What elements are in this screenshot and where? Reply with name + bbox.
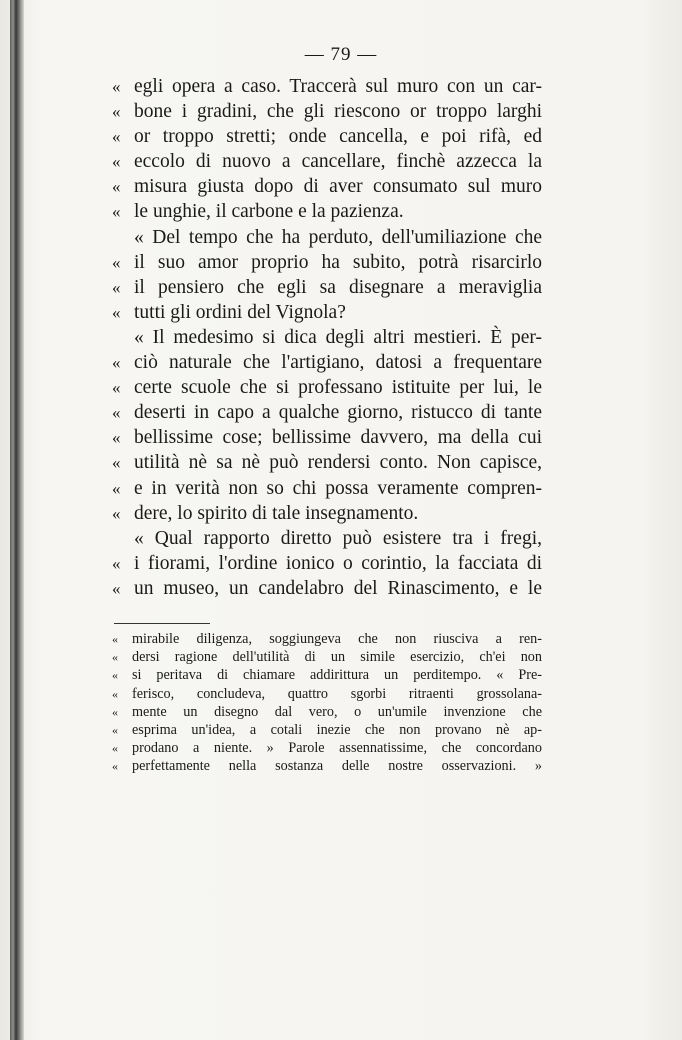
line-text: dere, lo spirito di tale insegnamento. [134, 502, 419, 524]
quote-mark: « [112, 650, 118, 665]
footnote-line [112, 757, 542, 775]
quote-mark: « [112, 302, 121, 322]
footnote-rule [114, 623, 210, 624]
footnote-text: perfettamente nella sostanza delle nostre osservazioni. » [132, 758, 542, 775]
quote-mark: « [112, 102, 121, 122]
line-text: e in verità non so chi possa veramente compren- [134, 477, 542, 499]
footnote-line [112, 703, 542, 721]
line-text: deserti in capo a qualche giorno, ristucco di tante [134, 402, 542, 424]
text-line [112, 476, 542, 501]
text-line [112, 174, 542, 199]
text-line [112, 325, 542, 350]
text-line [112, 74, 542, 99]
line-text: il pensiero che egli sa disegnare a meraviglia [134, 276, 542, 298]
footnote-line [112, 685, 542, 703]
quote-mark: « [112, 741, 118, 756]
line-text: i fiorami, l'ordine ionico o corintio, la facciata di [134, 552, 542, 574]
line-text: eccolo di nuovo a cancellare, finchè azzecca la [134, 151, 542, 173]
footnote-line [112, 666, 542, 684]
line-text: ciò naturale che l'artigiano, datosi a frequentare [134, 352, 542, 374]
quote-mark: « [112, 77, 121, 96]
line-text: bone i gradini, che gli riescono or troppo larghi [134, 101, 542, 123]
text-line [112, 551, 542, 576]
quote-mark: « [112, 722, 118, 737]
text-line [112, 450, 542, 475]
text-line [112, 124, 542, 149]
quote-mark: « [112, 704, 118, 719]
quote-mark: « [112, 578, 121, 598]
quote-mark: « [112, 252, 121, 272]
line-text: egli opera a caso. Traccerà sul muro con un car- [134, 76, 542, 97]
line-text: le unghie, il carbone e la pazienza. [134, 201, 404, 223]
footnote-line [112, 739, 542, 757]
footnote-text: mente un disegno dal vero, o un'umile invenzione che [132, 703, 542, 720]
text-line [112, 225, 542, 250]
text-line [112, 350, 542, 375]
line-text: misura giusta dopo di aver consumato sul muro [134, 176, 542, 198]
text-line [112, 300, 542, 325]
quote-mark: « [112, 503, 121, 523]
quote-mark: « [112, 632, 118, 646]
line-text: bellissime cose; bellissime davvero, ma della cui [134, 427, 542, 449]
book-spine-shadow [10, 0, 24, 1040]
text-line [112, 250, 542, 275]
quote-mark: « [112, 403, 121, 423]
footnote-text: prodano a niente. » Parole assennatissime, che concordano [132, 740, 542, 757]
line-text: un museo, un candelabro del Rinascimento, e le [134, 577, 542, 599]
text-line [112, 99, 542, 124]
quote-mark: « [112, 353, 121, 373]
text-line [112, 425, 542, 450]
quote-mark: « [112, 202, 121, 222]
line-text: « Qual rapporto diretto può esistere tra i fregi, [134, 527, 542, 549]
text-line [112, 400, 542, 425]
quote-mark: « [112, 759, 118, 774]
quote-mark: « [112, 478, 121, 498]
footnote-text: ferisco, concludeva, quattro sgorbi ritraenti grossolana- [132, 685, 542, 702]
text-line [112, 501, 542, 526]
footnote [112, 630, 542, 776]
page-number: — 79 — [304, 44, 378, 65]
line-text: « Del tempo che ha perduto, dell'umiliazione che [134, 226, 542, 248]
footnote-line [112, 630, 542, 648]
footnote-line [112, 721, 542, 739]
quote-mark: « [112, 127, 121, 147]
text-line [112, 375, 542, 400]
line-text: tutti gli ordini del Vignola? [134, 301, 346, 323]
quote-mark: « [112, 553, 121, 573]
quote-mark: « [112, 277, 121, 297]
quote-mark: « [112, 177, 121, 197]
footnote-line [112, 648, 542, 666]
footnote-text: esprima un'idea, a cotali inezie che non provano nè ap- [132, 721, 542, 738]
footnote-text: dersi ragione dell'utilità di un simile esercizio, ch'ei non [132, 649, 542, 666]
main-text [112, 74, 542, 601]
quote-mark: « [112, 668, 118, 683]
quote-mark: « [112, 453, 121, 473]
quote-mark: « [112, 428, 121, 448]
line-text: or troppo stretti; onde cancella, e poi rifà, ed [134, 126, 542, 148]
quote-mark: « [112, 686, 118, 701]
text-line [112, 149, 542, 174]
text-line [112, 199, 542, 224]
quote-mark: « [112, 378, 121, 398]
line-text: utilità nè sa nè può rendersi conto. Non capisce, [134, 452, 542, 474]
text-line [112, 275, 542, 300]
line-text: « Il medesimo si dica degli altri mestieri. È per- [134, 326, 542, 348]
footnote-text: si peritava di chiamare addirittura un perditempo. « Pre- [132, 667, 542, 684]
line-text: il suo amor proprio ha subito, potrà risarcirlo [134, 251, 542, 273]
text-line [112, 526, 542, 551]
line-text: certe scuole che si professano istituite per lui, le [134, 377, 542, 399]
footnote-text: mirabile diligenza, soggiungeva che non riusciva a ren- [132, 631, 542, 647]
text-line [112, 576, 542, 601]
quote-mark: « [112, 152, 121, 172]
